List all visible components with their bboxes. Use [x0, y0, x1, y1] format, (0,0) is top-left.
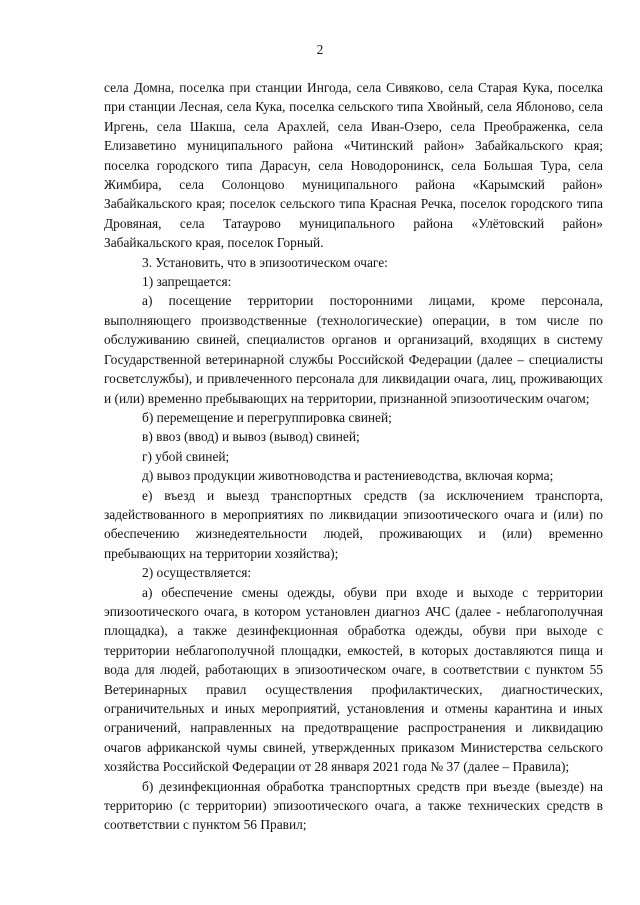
- paragraph-prohibited-g: г) убой свиней;: [142, 448, 230, 464]
- document-body: [104, 78, 603, 835]
- paragraph-prohibited-a: а) посещение территории посторонними лицами, кроме персонала, выполняющего производственные (технологические) операции, в том числе по обслуживанию свиней, специалистов органов и организаций, входящих в систему Государственной ветеринарной службы Российской Федерации (далее – специалисты госветслужбы), и привлеченного персонала для ликвидации очага, лиц, проживающих и (или) временно пребывающих на территории, признанной эпизоотическим очагом;: [104, 293, 603, 406]
- paragraph-prohibited-v: в) ввоз (ввод) и вывоз (вывод) свиней;: [142, 429, 360, 445]
- paragraph-prohibited-e: е) въезд и выезд транспортных средств (за исключением транспорта, задействованного в мероприятиях по ликвидации эпизоотического очага и (или) по обеспечению жизнедеятельности людей, проживающих и (или) временно пребывающих на территории хозяйства);: [104, 487, 603, 561]
- paragraph-prohibited-heading: 1) запрещается:: [142, 274, 232, 290]
- paragraph-performed-a: а) обеспечение смены одежды, обуви при входе и выходе с территории эпизоотического очага, в котором установлен диагноз АЧС (далее - неблагополучная площадка), а также дезинфекционная обработка одежды, обуви при выходе с территории неблагополучной площадки, емкостей, в которых доставляются пища и вода для людей, работающих в эпизоотическом очаге, в соответствии с пунктом 55 Ветеринарных правил осуществления профилактических, диагностических, ограничительных и иных мероприятий, установления и отмены карантина и иных ограничений, направленных на предотвращение распространения и ликвидацию очагов африканской чумы свиней, утвержденных приказом Министерства сельского хозяйства Российской Федерации от 28 января 2021 года № 37 (далее – Правила);: [104, 584, 603, 775]
- paragraph-prohibited-d: д) вывоз продукции животноводства и растениеводства, включая корма;: [142, 468, 554, 484]
- paragraph-settlements-list: села Домна, поселка при станции Ингода, села Сивяково, села Старая Кука, поселка при станции Лесная, села Кука, поселка сельского типа Хвойный, села Яблоново, села Иргень, села Шакша, села Арахлей, села Иван-Озеро, села Преображенка, села Елизаветино муниципального района «Читинский район» Забайкальского края; поселка городского типа Дарасун, села Новодоронинск, села Большая Тура, села Жимбира, села Солонцово муниципального района «Карымский район» Забайкальского края; поселок сельского типа Красная Речка, поселок городского типа Дровяная, села Татаурово муниципального района «Улётовский район» Забайкальского края, поселок Горный.: [104, 80, 603, 251]
- paragraph-item-3: 3. Установить, что в эпизоотическом очаге:: [142, 254, 388, 270]
- paragraph-prohibited-b: б) перемещение и перегруппировка свиней;: [142, 409, 392, 425]
- page-number: 2: [316, 42, 324, 57]
- paragraph-performed-b: б) дезинфекционная обработка транспортных средств при въезде (выезде) на территорию (с территории) эпизоотического очага, а также технических средств в соответствии с пунктом 56 Правил;: [104, 778, 603, 833]
- paragraph-performed-heading: 2) осуществляется:: [142, 565, 252, 581]
